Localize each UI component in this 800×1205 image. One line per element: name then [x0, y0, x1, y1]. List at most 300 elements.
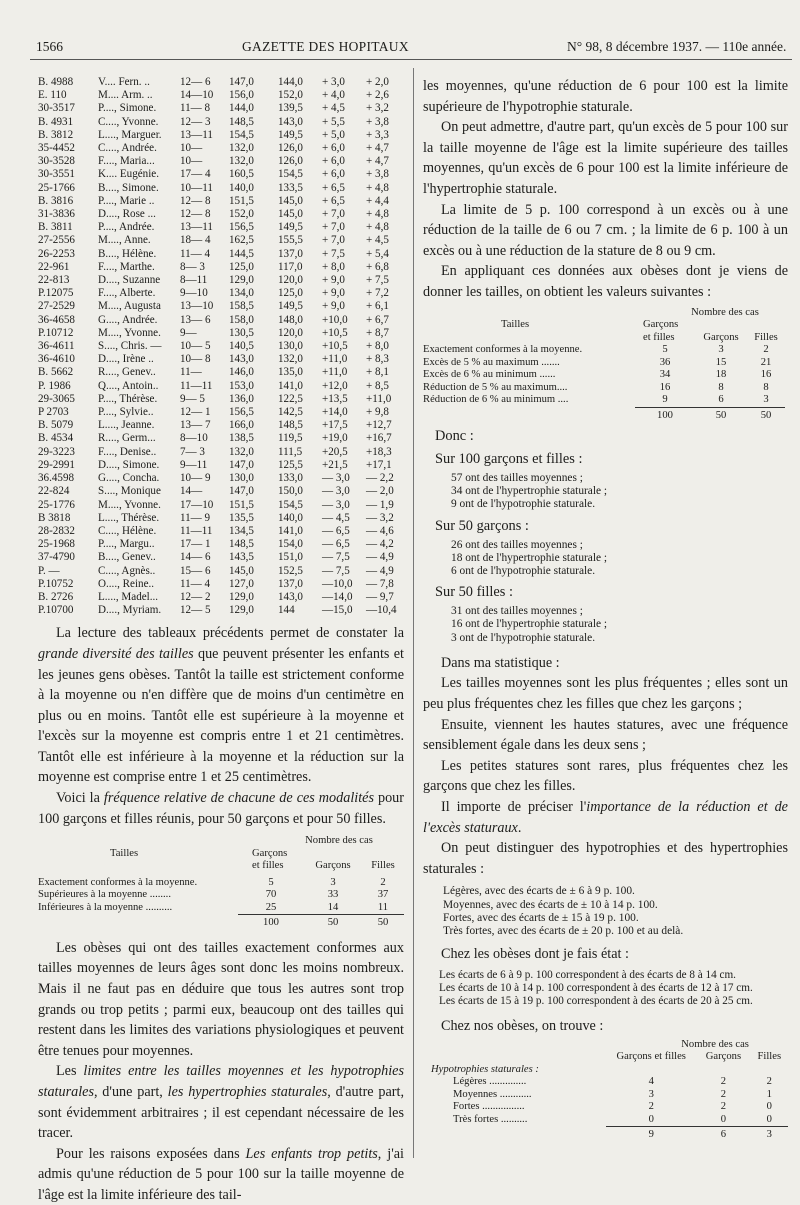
- case-name: F...., Denise..: [98, 445, 157, 458]
- case-ref: B. 2726: [38, 590, 74, 603]
- case-mean: 133,5: [278, 181, 303, 194]
- table-row: [38, 459, 404, 472]
- case-name: R...., Genev..: [98, 366, 156, 379]
- case-age: 11— 9: [180, 511, 211, 524]
- case-diff-cm: — 4,5: [322, 511, 350, 524]
- case-diff-cm: + 6,5: [322, 194, 345, 207]
- case-height: 152,0: [229, 208, 254, 221]
- table-row: Réduction de 5 % au maximum.... 16 8 8: [423, 381, 769, 393]
- list-50-girls: [451, 605, 788, 645]
- case-mean: 152,0: [278, 89, 303, 102]
- case-diff-cm: + 6,0: [322, 168, 345, 181]
- case-diff-cm: + 7,0: [322, 208, 345, 221]
- case-diff-pct: + 8,5: [366, 379, 389, 392]
- case-mean: 149,5: [278, 221, 303, 234]
- case-age: 13—10: [180, 300, 214, 313]
- case-diff-pct: — 4,9: [366, 564, 394, 577]
- case-mean: 148,0: [278, 313, 303, 326]
- table-row: [38, 76, 404, 89]
- case-diff-cm: + 6,5: [322, 181, 345, 194]
- case-diff-cm: —14,0: [322, 590, 353, 603]
- case-height: 148,5: [229, 538, 254, 551]
- case-ref: P.10752: [38, 577, 74, 590]
- table-row: Supérieures à la moyenne ........ 70 33 37: [38, 889, 389, 901]
- case-height: 132,0: [229, 142, 254, 155]
- case-ref: 22-961: [38, 260, 70, 273]
- case-diff-cm: — 3,0: [322, 498, 350, 511]
- case-diff-cm: —15,0: [322, 604, 353, 617]
- case-diff-cm: +11,0: [322, 353, 348, 366]
- case-ref: P. 1986: [38, 379, 71, 392]
- case-height: 147,0: [229, 458, 254, 471]
- case-ref: B 3818: [38, 511, 71, 524]
- list-item: Fortes, avec des écarts de ± 15 à 19 p. 100.: [443, 911, 639, 924]
- case-diff-pct: + 4,7: [366, 155, 389, 168]
- table-row: [38, 129, 404, 142]
- hypotrophy-table: [423, 1039, 788, 1142]
- case-age: 11— 8: [180, 102, 211, 115]
- case-height: 162,5: [229, 234, 254, 247]
- case-diff-pct: + 8,0: [366, 340, 389, 353]
- case-diff-cm: +17,5: [322, 419, 348, 432]
- case-mean: 143,0: [278, 115, 303, 128]
- table-head: Nombre des cas: [681, 1038, 749, 1050]
- case-height: 135,5: [229, 511, 254, 524]
- table-head: Garçons: [252, 847, 288, 859]
- paragraph-continuation: les moyennes, qu'une réduction de 6 pour 100 est la limite supérieure de l'hypotrophie staturale.: [423, 78, 788, 115]
- case-ref: P.10712: [38, 326, 74, 339]
- case-ref: 30-3551: [38, 168, 75, 181]
- table-row: [38, 234, 404, 247]
- table-row: [38, 168, 404, 181]
- case-age: 15— 6: [180, 564, 211, 577]
- table-head: Filles: [371, 860, 395, 872]
- case-mean: 135,0: [278, 366, 303, 379]
- case-age: 17— 1: [180, 538, 211, 551]
- case-diff-pct: + 4,8: [366, 181, 389, 194]
- case-diff-cm: +14,0: [322, 406, 348, 419]
- table-row: Inférieures à la moyenne .......... 25 14 11: [38, 901, 389, 914]
- case-mean: 149,5: [278, 300, 303, 313]
- case-diff-cm: +21,5: [322, 458, 348, 471]
- list-item: 57 ont des tailles moyennes ;: [451, 472, 583, 485]
- paragraph-admit: On peut admettre, d'autre part, qu'un excès de 5 pour 100 sur la taille moyenne de l'âge est la limite supérieure des tailles moyennes, qu'un excès de 6 pour 100 est la limite inférieure de l'hypertrophie staturale.: [423, 119, 788, 197]
- case-age: 10—11: [180, 181, 213, 194]
- case-diff-pct: +16,7: [366, 432, 392, 445]
- case-age: 7— 3: [180, 445, 205, 458]
- table-row: [38, 155, 404, 168]
- case-height: 136,0: [229, 392, 254, 405]
- case-diff-pct: +12,7: [366, 419, 392, 432]
- table-row: [38, 604, 404, 617]
- case-height: 144,0: [229, 102, 254, 115]
- case-name: L...., Madel...: [98, 590, 159, 603]
- case-name: G...., Andrée.: [98, 313, 158, 326]
- table-row: Moyennes ............ 3 2 1: [453, 1088, 772, 1100]
- case-diff-pct: + 2,6: [366, 89, 389, 102]
- case-ref: 25-1766: [38, 181, 75, 194]
- case-name: C...., Andrée.: [98, 142, 157, 155]
- case-diff-pct: — 3,2: [366, 511, 394, 524]
- list-item: 18 ont de l'hypertrophie staturale ;: [451, 551, 608, 564]
- case-diff-pct: + 7,2: [366, 287, 389, 300]
- case-diff-pct: + 5,4: [366, 247, 389, 260]
- paragraph-diversity: La lecture des tableaux précédents permet de constater la grande diversité des tailles que peuvent présenter les enfants et les jeunes gens obèses. Tantôt la taille est strictement conforme à la moyenne ou n'en diffère que de moins d'un centimètre en plus ou en moins. Tantôt elle est supérieure à la moyenne et l'excès sur la moyenne est compris entre 1 et 21 centimètres. Tantôt elle est inférieure à la moyenne et la réduction sur la moyenne est comprise entre 1 et 25 centimètres.: [38, 625, 404, 786]
- table-row: [38, 380, 404, 393]
- case-diff-cm: — 3,0: [322, 472, 350, 485]
- case-ref: 22-824: [38, 485, 70, 498]
- case-ref: B. 4931: [38, 115, 74, 128]
- case-height: 145,0: [229, 564, 254, 577]
- case-diff-pct: — 4,2: [366, 538, 394, 551]
- case-ref: 31-3836: [38, 208, 75, 221]
- case-age: 13— 7: [180, 419, 211, 432]
- table-row: [38, 314, 404, 327]
- case-name: P...., Simone.: [98, 102, 157, 115]
- issue-info: N° 98, 8 décembre 1937. — 110e année.: [567, 39, 787, 54]
- paragraph-limit-cm: La limite de 5 p. 100 correspond à un excès ou à une réduction de la taille de 6 ou 7 cm. ; la limite de 6 p. 100 à un excès ou à une réduction de la stature de 8 ou 9 cm.: [423, 201, 788, 259]
- heading-50-girls: Sur 50 filles :: [435, 584, 513, 601]
- paragraph-petites: Les petites statures sont rares, plus fréquentes chez les garçons que chez les filles.: [423, 757, 788, 795]
- case-name: G...., Concha.: [98, 472, 160, 485]
- case-ref: B. 3816: [38, 194, 74, 207]
- case-mean: 145,0: [278, 208, 303, 221]
- case-diff-pct: +18,3: [366, 445, 392, 458]
- case-diff-cm: + 9,0: [322, 300, 345, 313]
- case-ref: B. 3811: [38, 221, 73, 234]
- case-name: B...., Hélène.: [98, 247, 157, 260]
- case-diff-pct: + 6,7: [366, 313, 389, 326]
- case-age: 10— 5: [180, 340, 211, 353]
- case-diff-pct: — 4,6: [366, 524, 394, 537]
- column-divider: [413, 68, 414, 1158]
- case-diff-pct: + 8,1: [366, 366, 389, 379]
- case-age: 13—11: [180, 128, 213, 141]
- table-row: [38, 274, 404, 287]
- case-mean: 125,0: [278, 287, 303, 300]
- case-ref: P. —: [38, 564, 60, 577]
- case-height: 130,5: [229, 326, 254, 339]
- table-row: [38, 353, 404, 366]
- case-mean: 111,5: [278, 445, 303, 458]
- case-diff-cm: — 3,0: [322, 485, 350, 498]
- table-row: [38, 195, 404, 208]
- case-diff-pct: + 4,8: [366, 221, 389, 234]
- case-age: 12— 5: [180, 604, 211, 617]
- case-name: L...., Jeanne.: [98, 419, 155, 432]
- donc-heading: Donc :: [435, 428, 474, 445]
- frequency-table: [38, 835, 404, 930]
- table-row: [38, 393, 404, 406]
- case-ref: 29-2991: [38, 458, 75, 471]
- table-row: Très fortes .......... 0 0 0: [453, 1113, 772, 1125]
- case-age: 10— 9: [180, 472, 211, 485]
- case-age: 13— 6: [180, 313, 211, 326]
- case-height: 151,5: [229, 498, 254, 511]
- case-age: 13—11: [180, 221, 213, 234]
- case-name: M...., Anne.: [98, 234, 151, 247]
- paragraph-obese-conform: Les obèses qui ont des tailles exactement conformes aux tailles moyennes de leurs âges sont donc les moins nombreux. Mais il ne faut pas en déduire que tous les autres sont trop grands ou trop petits ; parmi eux, beaucoup ont des tailles qui restent dans les limites des variations physiologiques et peuvent être tenues pour moyennes.: [38, 939, 404, 1059]
- case-mean: 151,0: [278, 551, 303, 564]
- case-name: D...., Suzanne: [98, 274, 161, 287]
- case-name: F...., Maria...: [98, 155, 155, 168]
- case-diff-pct: + 4,4: [366, 194, 389, 207]
- case-name: P...., Marie ..: [98, 194, 155, 207]
- case-ref: 25-1776: [38, 498, 75, 511]
- case-height: 134,5: [229, 524, 254, 537]
- table-row: [38, 327, 404, 340]
- paragraph-reasons: Pour les raisons exposées dans Les enfants trop petits, j'ai admis qu'une réduction de 5 pour 100 sur la taille moyenne de l'âge est la limite inférieure des tail-: [38, 1145, 404, 1203]
- table-head: Hypotrophies staturales :: [431, 1063, 539, 1075]
- table-head: et filles: [643, 331, 675, 343]
- case-diff-cm: +19,0: [322, 432, 348, 445]
- case-height: 138,5: [229, 432, 254, 445]
- case-mean: 125,5: [278, 458, 303, 471]
- table-row: [38, 208, 404, 221]
- case-ref: 26-2253: [38, 247, 75, 260]
- case-diff-cm: + 8,0: [322, 260, 345, 273]
- cm-note: Les écarts de 6 à 9 p. 100 correspondent à des écarts de 8 à 14 cm.: [439, 968, 736, 981]
- table-head: Garçons et filles: [616, 1051, 686, 1063]
- case-name: Q...., Antoin..: [98, 379, 159, 392]
- paragraph-moyennes: Les tailles moyennes sont les plus fréquentes ; elles sont un peu plus fréquentes chez les filles que chez les garçons ;: [423, 675, 788, 713]
- list-item: 6 ont de l'hypotrophie staturale.: [451, 565, 596, 578]
- case-name: S...., Monique: [98, 485, 161, 498]
- cases-table: [38, 76, 404, 617]
- table-row: [38, 472, 404, 485]
- case-height: 158,0: [229, 313, 254, 326]
- case-name: P...., Sylvie..: [98, 406, 154, 419]
- case-height: 148,5: [229, 115, 254, 128]
- paragraph-limits: Les limites entre les tailles moyennes et les hypotrophies staturales, d'une part, les hypertrophies staturales, d'autre part, sont évidemment arbitraires ; il est cependant nécessaire de les tracer.: [38, 1063, 404, 1142]
- case-ref: B. 3812: [38, 128, 74, 141]
- case-age: 12— 8: [180, 194, 211, 207]
- case-ref: B. 4988: [38, 76, 74, 88]
- table-row: [38, 499, 404, 512]
- case-mean: 122,5: [278, 392, 303, 405]
- case-height: 160,5: [229, 168, 254, 181]
- case-mean: 149,5: [278, 128, 303, 141]
- case-ref: 37-4790: [38, 551, 75, 564]
- case-diff-cm: +12,0: [322, 379, 348, 392]
- case-height: 134,0: [229, 287, 254, 300]
- case-mean: 130,0: [278, 340, 303, 353]
- case-age: 10—: [180, 155, 203, 168]
- case-name: R...., Germ...: [98, 432, 156, 445]
- case-mean: 141,0: [278, 379, 303, 392]
- left-column: [38, 76, 404, 1205]
- list-item: Légères, avec des écarts de ± 6 à 9 p. 100.: [443, 885, 635, 898]
- case-ref: 27-2556: [38, 234, 75, 247]
- case-ref: B. 5662: [38, 366, 74, 379]
- case-age: 18— 4: [180, 234, 211, 247]
- case-mean: 120,0: [278, 274, 303, 287]
- case-mean: 152,5: [278, 564, 303, 577]
- table-row: [38, 89, 404, 102]
- table-row: [38, 340, 404, 353]
- case-ref: 29-3065: [38, 392, 75, 405]
- case-diff-pct: + 8,7: [366, 326, 389, 339]
- case-height: 156,0: [229, 89, 254, 102]
- case-diff-cm: + 4,5: [322, 102, 345, 115]
- case-height: 154,5: [229, 128, 254, 141]
- case-diff-pct: + 3,3: [366, 128, 389, 141]
- case-diff-cm: — 7,5: [322, 564, 350, 577]
- case-diff-pct: + 3,8: [366, 168, 389, 181]
- case-age: 9—: [180, 326, 197, 339]
- case-mean: 150,0: [278, 485, 303, 498]
- case-mean: 126,0: [278, 142, 303, 155]
- case-mean: 148,5: [278, 419, 303, 432]
- case-diff-pct: — 7,8: [366, 577, 394, 590]
- heading-50-boys: Sur 50 garçons :: [435, 517, 529, 534]
- case-diff-cm: +10,5: [322, 340, 348, 353]
- table-row: [38, 432, 404, 445]
- case-diff-pct: — 2,0: [366, 485, 394, 498]
- case-ref: 36-4611: [38, 340, 75, 353]
- case-ref: 25-1968: [38, 538, 75, 551]
- cm-note: Les écarts de 15 à 19 p. 100 correspondent à des écarts de 20 à 25 cm.: [439, 994, 753, 1007]
- list-50-boys: [451, 539, 788, 579]
- case-name: K.... Eugénie.: [98, 168, 159, 181]
- case-mean: 143,0: [278, 590, 303, 603]
- case-age: 11—: [180, 366, 202, 379]
- case-age: 12— 3: [180, 115, 211, 128]
- case-diff-pct: + 9,8: [366, 406, 389, 419]
- case-height: 153,0: [229, 379, 254, 392]
- case-mean: 140,0: [278, 511, 303, 524]
- table-row: Exactement conformes à la moyenne. 5 3 2: [423, 344, 769, 356]
- case-name: D...., Myriam.: [98, 604, 162, 617]
- case-age: 17— 4: [180, 168, 211, 181]
- case-name: D...., Irène ..: [98, 353, 154, 366]
- case-height: 147,0: [229, 76, 254, 88]
- case-ref: 36.4598: [38, 472, 75, 485]
- table-head: Garçons: [705, 1051, 742, 1063]
- right-column: [423, 76, 788, 1142]
- case-ref: B. 5079: [38, 419, 74, 432]
- case-name: F...., Marthe.: [98, 260, 155, 273]
- case-diff-pct: + 4,7: [366, 142, 389, 155]
- case-age: 11— 4: [180, 247, 211, 260]
- paragraph-statistique: Dans ma statistique :: [441, 654, 560, 671]
- table-total-row: 100 50 50: [423, 407, 785, 422]
- page-header: [30, 37, 792, 60]
- case-diff-pct: + 6,8: [366, 260, 389, 273]
- page-number: 1566: [36, 39, 63, 54]
- case-name: O...., Reine..: [98, 577, 155, 590]
- case-diff-cm: + 5,5: [322, 115, 345, 128]
- case-diff-pct: + 3,8: [366, 115, 389, 128]
- case-mean: 132,0: [278, 353, 303, 366]
- case-height: 132,0: [229, 445, 254, 458]
- case-diff-cm: + 4,0: [322, 89, 345, 102]
- case-name: D...., Rose ...: [98, 208, 156, 221]
- case-age: 12— 8: [180, 208, 211, 221]
- table-row: [38, 565, 404, 578]
- case-ref: P 2703: [38, 406, 69, 419]
- list-item: Moyennes, avec des écarts de ± 10 à 14 p. 100.: [443, 898, 658, 911]
- case-ref: P.10700: [38, 604, 74, 617]
- table-head: Garçons: [643, 319, 679, 331]
- table-head: Nombre des cas: [305, 835, 373, 847]
- case-height: 156,5: [229, 406, 254, 419]
- case-ref: 22-813: [38, 274, 70, 287]
- case-height: 143,5: [229, 551, 254, 564]
- case-height: 140,0: [229, 181, 254, 194]
- paragraph-frequency-intro: Voici la fréquence relative de chacune de ces modalités pour 100 garçons et filles réunis, pour 50 garçons et pour 50 filles.: [38, 790, 404, 827]
- case-height: 166,0: [229, 419, 254, 432]
- heading-100: Sur 100 garçons et filles :: [435, 451, 583, 468]
- list-item: 3 ont de l'hypotrophie staturale.: [451, 631, 596, 644]
- case-name: F...., Alberte.: [98, 287, 156, 300]
- table-row: [38, 578, 404, 591]
- case-diff-cm: + 6,0: [322, 142, 345, 155]
- case-diff-cm: + 7,5: [322, 247, 345, 260]
- case-diff-cm: — 6,5: [322, 538, 350, 551]
- table-row: [38, 366, 404, 379]
- case-height: 144,5: [229, 247, 254, 260]
- table-row: [38, 261, 404, 274]
- case-diff-pct: + 4,8: [366, 208, 389, 221]
- case-diff-cm: + 9,0: [322, 274, 345, 287]
- table-row: [38, 116, 404, 129]
- case-age: 14— 6: [180, 551, 211, 564]
- table-row: [38, 551, 404, 564]
- case-ref: 35-4452: [38, 142, 75, 155]
- table-row: [38, 182, 404, 195]
- case-age: 9—10: [180, 287, 208, 300]
- case-mean: 144,0: [278, 76, 303, 88]
- case-height: 129,0: [229, 274, 254, 287]
- case-diff-pct: + 7,5: [366, 274, 389, 287]
- paragraph-hautes: Ensuite, viennent les hautes statures, avec une fréquence sensiblement égale dans les deux sens ;: [423, 716, 788, 754]
- case-mean: 141,0: [278, 524, 303, 537]
- list-100: [451, 472, 788, 512]
- case-ref: 30-3517: [38, 102, 75, 115]
- case-diff-pct: + 6,1: [366, 300, 389, 313]
- table-row: [38, 485, 404, 498]
- case-age: 11—11: [180, 379, 213, 392]
- list-item: 34 ont de l'hypertrophie staturale ;: [451, 485, 608, 498]
- case-height: 129,0: [229, 604, 254, 617]
- case-ref: B. 4534: [38, 432, 74, 445]
- case-diff-pct: — 2,2: [366, 472, 394, 485]
- table-head: Garçons: [703, 331, 739, 343]
- distribution-table: [423, 307, 785, 423]
- case-name: P...., Andrée.: [98, 221, 155, 234]
- case-diff-cm: — 7,5: [322, 551, 350, 564]
- case-diff-cm: + 7,0: [322, 221, 345, 234]
- case-name: P...., Thérèse.: [98, 392, 158, 405]
- case-diff-cm: + 5,0: [322, 128, 345, 141]
- cm-note: Les écarts de 10 à 14 p. 100 correspondent à des écarts de 12 à 17 cm.: [439, 981, 753, 994]
- case-mean: 145,0: [278, 194, 303, 207]
- case-diff-cm: — 6,5: [322, 524, 350, 537]
- table-row: [38, 248, 404, 261]
- case-height: 127,0: [229, 577, 254, 590]
- table-row: [38, 300, 404, 313]
- table-head: Garçons: [315, 860, 351, 872]
- case-mean: 155,5: [278, 234, 303, 247]
- case-age: 10—: [180, 142, 203, 155]
- case-diff-cm: +10,0: [322, 313, 348, 326]
- case-age: 17—10: [180, 498, 214, 511]
- paragraph-chez: Chez les obèses dont je fais état :: [441, 946, 629, 963]
- table-head: Filles: [757, 1051, 782, 1063]
- case-age: 11—11: [180, 524, 213, 537]
- table-row: [38, 102, 404, 115]
